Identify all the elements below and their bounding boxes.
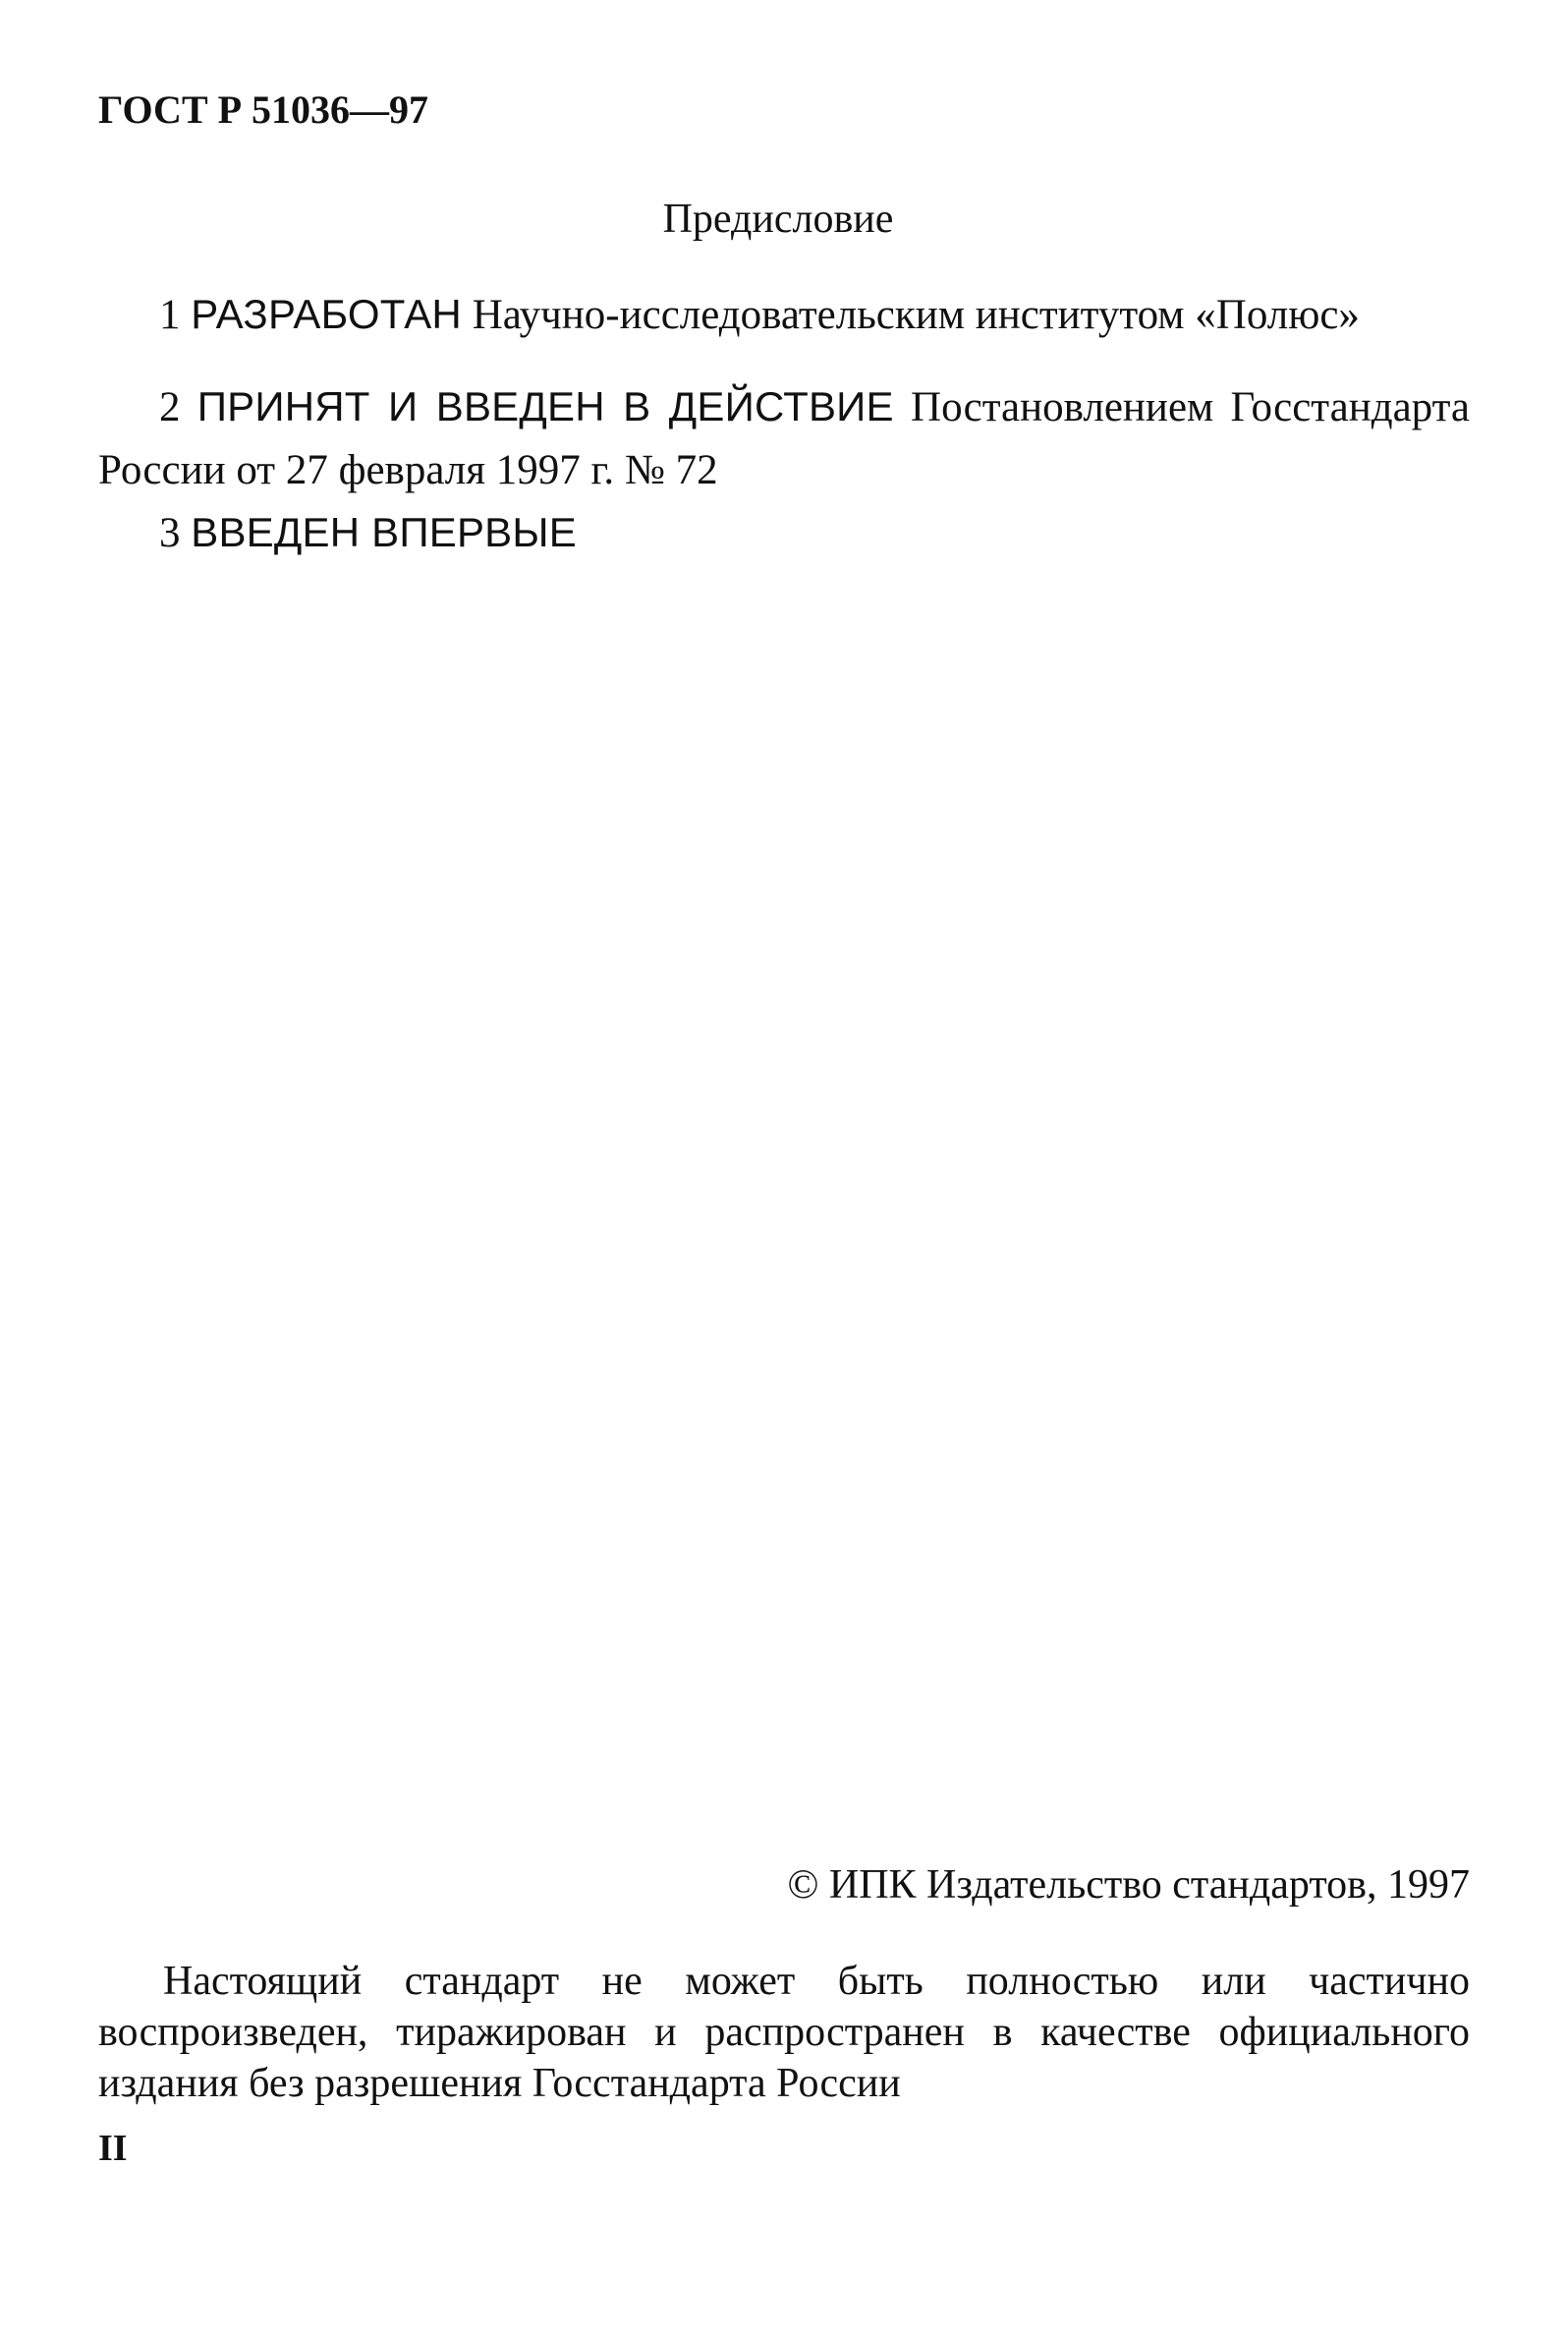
preface-title: Предисловие (662, 197, 894, 242)
page-number: II (98, 2128, 128, 2169)
preface-item-1 (98, 283, 1470, 347)
item-number: 2 (159, 384, 181, 430)
item-number: 1 (159, 292, 181, 338)
standard-code: ГОСТ Р 51036—97 (98, 87, 429, 132)
item-lead: ВВЕДЕН ВПЕРВЫЕ (191, 509, 577, 555)
reproduction-notice: Настоящий стандарт не может быть полностью или частично воспроизведен, тиражирован и распространен в качестве официального издания без разрешения Госстандарта России (98, 1959, 1470, 2106)
item-lead: РАЗРАБОТАН (191, 291, 462, 337)
copyright-line: © ИПК Издательство стандартов, 1997 (787, 1862, 1470, 1908)
item-text: Научно-исследовательским институтом «Полюс» (472, 292, 1360, 338)
preface-item-3 (98, 501, 1470, 565)
item-number: 3 (159, 510, 181, 556)
preface-item-2 (98, 375, 1470, 502)
item-lead: ПРИНЯТ И ВВЕДЕН В ДЕЙСТВИЕ (196, 383, 894, 429)
item-text: Постановлением Госстандарта России от 27 февраля 1997 г. № 72 (98, 384, 1471, 493)
